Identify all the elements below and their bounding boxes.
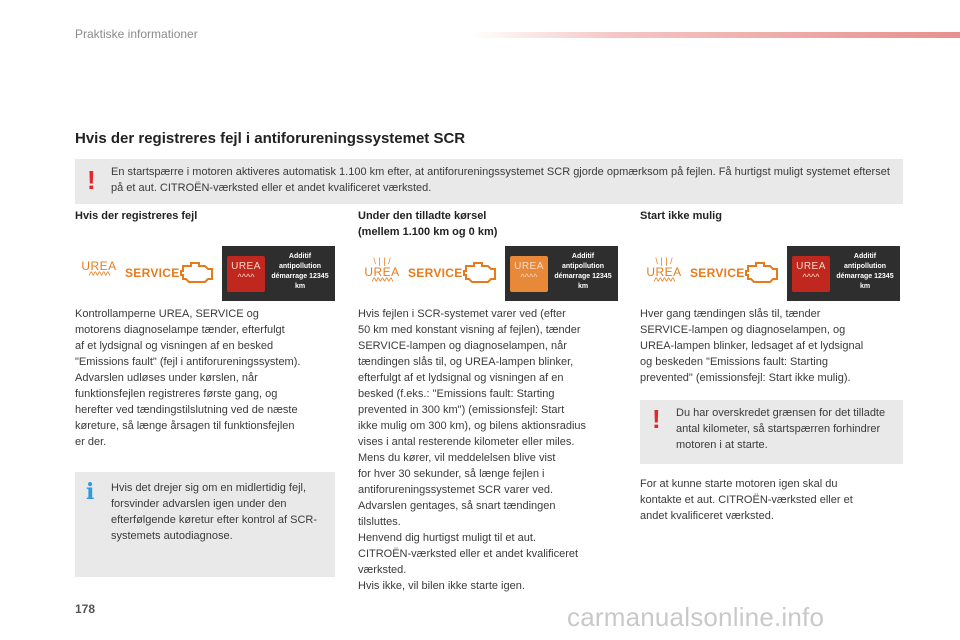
column-1-body: Kontrollamperne UREA, SERVICE og motorens diagnoselampe tænder, efterfulgt af et lydsignal og visningen af en besked "Emissions fault" (fejl i antiforureningssystem). Advarslen udløses under kørslen, når funktionsfejlen registreres første gang, og herefter ved tændingstilslutning ved de næste køreture, så længe årsagen til funktionsfejlen er der. [75, 308, 301, 448]
service-lamp-icon: SERVICE [690, 266, 745, 280]
column-3-body: Hver gang tændingen slås til, tænder SERVICE-lampen og diagnoselampen, og UREA-lampen blinker, ledsaget af et lydsignal og beskeden "Emissions fault: Starting prevented" (emissionsfejl: Start ikke mulig). [640, 308, 864, 384]
display-panel [505, 246, 618, 301]
engine-diagnostic-icon [460, 260, 498, 288]
column-1-heading: Hvis der registreres fejl [75, 210, 198, 222]
column-3-heading: Start ikke mulig [640, 210, 722, 222]
panel-urea-indicator: UREA ^^^^ [792, 256, 830, 292]
engine-diagnostic-icon [742, 260, 780, 288]
panel-urea-indicator-blinking: UREA ^^^^ [510, 256, 548, 292]
watermark: carmanualsonline.info [567, 602, 825, 632]
column-2-heading: Under den tilladte kørsel (mellem 1.100 km og 0 km) [358, 210, 498, 238]
info-icon: i [86, 479, 95, 505]
service-lamp-icon: SERVICE [408, 266, 463, 280]
lamp-strip-1 [75, 246, 335, 301]
alert-exclamation-icon: ! [652, 404, 661, 434]
urea-lamp-blinking-icon: \ | | / UREA ^^^^^ [646, 256, 682, 288]
display-panel [222, 246, 335, 301]
lamp-strip-3 [640, 246, 900, 301]
panel-urea-indicator: UREA ^^^^ [227, 256, 265, 292]
alert-box [640, 400, 903, 464]
warning-exclamation-icon: ! [87, 165, 96, 195]
urea-lamp-icon: UREA ^^^^^ [81, 259, 117, 282]
engine-diagnostic-icon [177, 260, 215, 288]
alert-text: Du har overskredet grænsen for det tilladte antal kilometer, så startspærren forhindrer motoren i at starte. [676, 407, 886, 451]
panel-message: Additif antipollution démarrage 12345 km [271, 253, 329, 290]
column-2-body: Hvis fejlen i SCR-systemet varer ved (efter 50 km med konstant visning af fejlen), tænder SERVICE-lampen og diagnoselampen, når tændingen slås til, og UREA-lampen blinker, efterfulgt af et lydsignal og visningen af en besked (f.eks.: "Emissions fault: Starting prevented in 300 km") (emissionsfejl: Start ikke mulig om 300 km), og bilens aktionsradius vises i antal resterende kilometer eller miles. Mens du kører, vil meddelelsen blive vist for hver 30 sekunder, så længe fejlen i antiforureningssystemet SCR varer ved. Advarslen gentages, så snart tændingen tilsluttes. Henvend dig hurtigst muligt til et aut. CITROËN-værksted eller et andet kvalificeret værksted. Hvis ikke, vil bilen ikke starte igen. [358, 308, 587, 592]
info-text: Hvis det drejer sig om en midlertidig fejl, forsvinder advarslen igen under den efterfølgende køretur efter kontrol af SCR-systemets autodiagnose. [111, 482, 318, 542]
panel-message: Additif antipollution démarrage 12345 km [836, 253, 894, 290]
header-divider [470, 32, 960, 38]
lamp-strip-2 [358, 246, 618, 301]
info-box [75, 472, 335, 577]
service-lamp-icon: SERVICE [125, 266, 180, 280]
warning-box [75, 159, 903, 204]
section-title: Hvis der registreres fejl i antiforureningssystemet SCR [75, 130, 466, 147]
panel-message: Additif antipollution démarrage 12345 km [554, 253, 612, 290]
urea-lamp-blinking-icon: \ | | / UREA ^^^^^ [364, 256, 400, 288]
warning-text: En startspærre i motoren aktiveres automatisk 1.100 km efter, at antiforureningssystemet SCR gjorde opmærksom på fejlen. Få hurtigst muligt systemet efterset på et aut. CITROËN-værksted eller et andet kvalificeret værksted. [111, 166, 890, 194]
page-header-title: Praktiske informationer [75, 27, 198, 41]
display-panel [787, 246, 900, 301]
column-3-body-2: For at kunne starte motoren igen skal du kontakte et aut. CITROËN-værksted eller et andet kvalificeret værksted. [640, 478, 853, 522]
page-number: 178 [75, 602, 96, 616]
